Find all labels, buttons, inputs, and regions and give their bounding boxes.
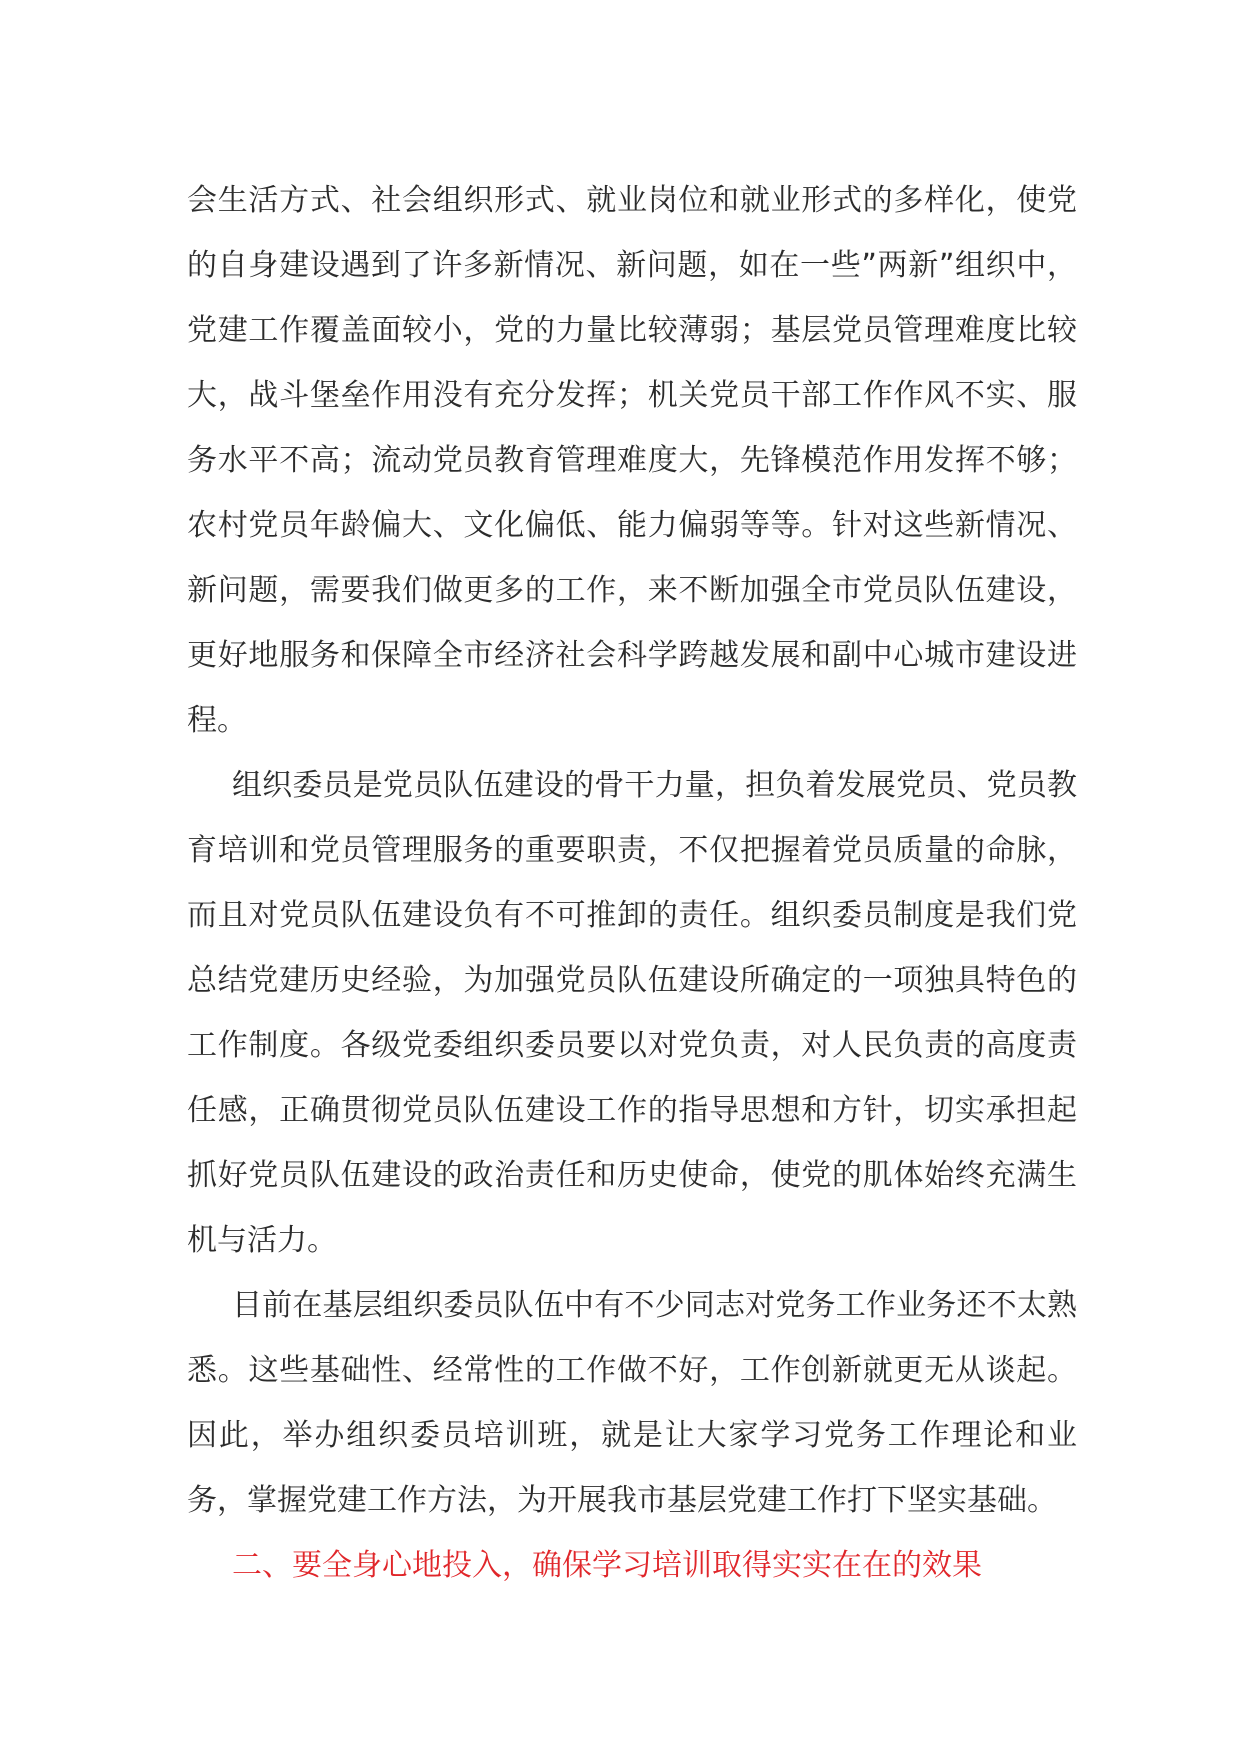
paragraph-continuation: 会生活方式、社会组织形式、就业岗位和就业形式的多样化，使党的自身建设遇到了许多新情况、新问题，如在一些”两新”组织中，党建工作覆盖面较小，党的力量比较薄弱；基层党员管理难度比较大，战斗堡垒作用没有充分发挥；机关党员干部工作作风不实、服务水平不高；流动党员教育管理难度大，先锋模范作用发挥不够；农村党员年龄偏大、文化偏低、能力偏弱等等。针对这些新情况、新问题，需要我们做更多的工作，来不断加强全市党员队伍建设，更好地服务和保障全市经济社会科学跨越发展和副中心城市建设进程。 xyxy=(187,183,1077,738)
section-heading: 二、要全身心地投入，确保学习培训取得实实在在的效果 xyxy=(232,1548,982,1583)
paragraph-organization-committee: 组织委员是党员队伍建设的骨干力量，担负着发展党员、党员教育培训和党员管理服务的重要职责，不仅把握着党员质量的命脉，而且对党员队伍建设负有不可推卸的责任。组织委员制度是我们党总结党建历史经验，为加强党员队伍建设所确定的一项独具特色的工作制度。各级党委组织委员要以对党负责，对人民负责的高度责任感，正确贯彻党员队伍建设工作的指导思想和方针，切实承担起抓好党员队伍建设的政治责任和历史使命，使党的肌体始终充满生机与活力。 xyxy=(187,768,1077,1258)
paragraph-current-situation: 目前在基层组织委员队伍中有不少同志对党务工作业务还不太熟悉。这些基础性、经常性的工作做不好，工作创新就更无从谈起。因此，举办组织委员培训班，就是让大家学习党务工作理论和业务，掌握党建工作方法，为开展我市基层党建工作打下坚实基础。 xyxy=(187,1288,1077,1518)
document-body xyxy=(187,168,1077,1598)
